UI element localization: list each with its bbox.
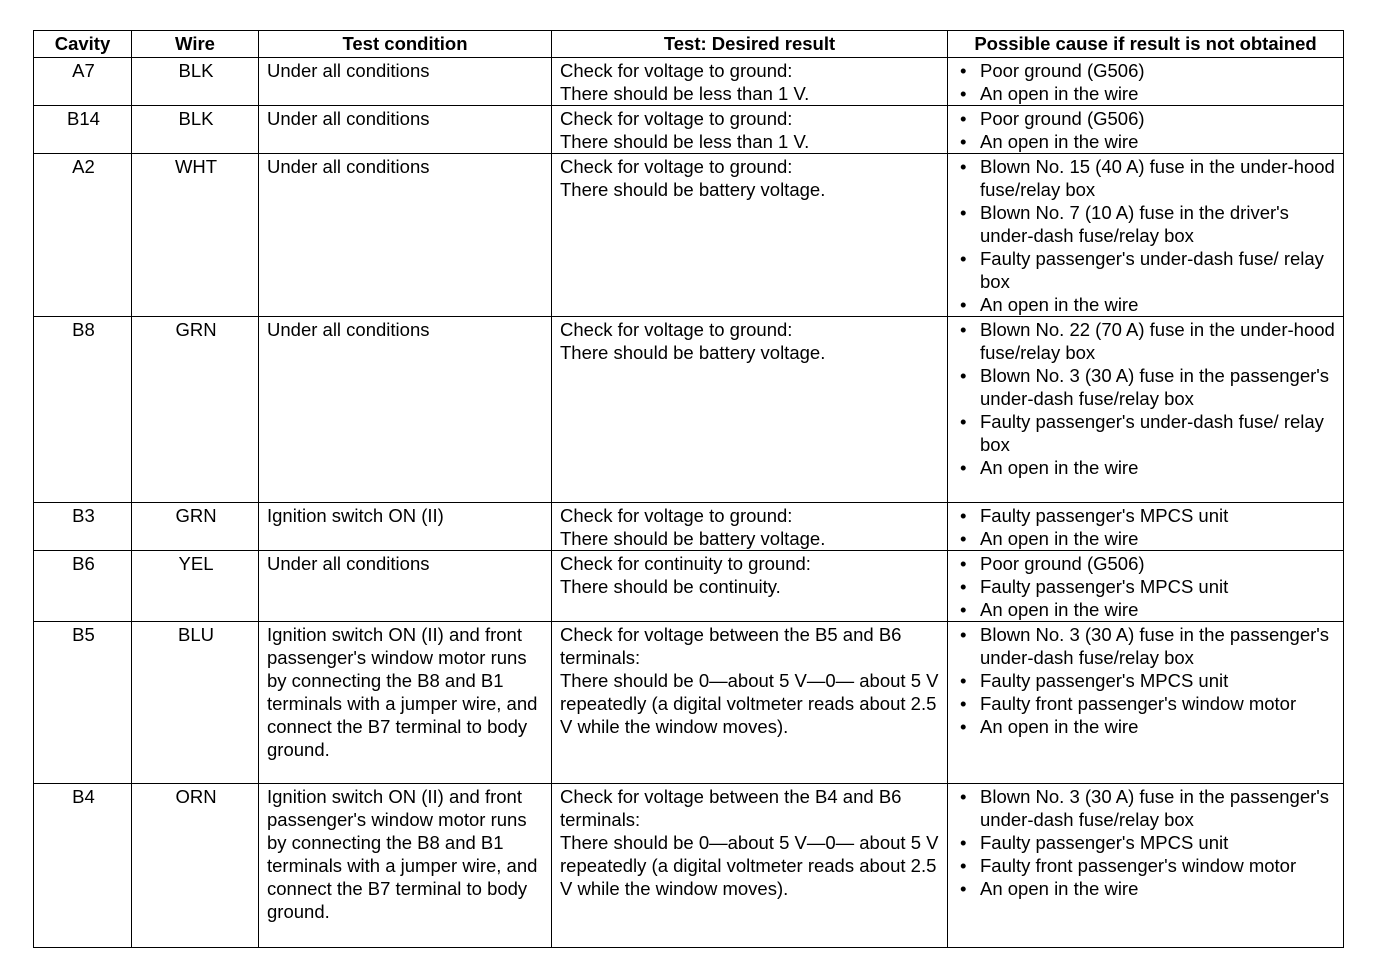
desired-result-cell [552, 58, 948, 106]
table-row [34, 622, 1344, 784]
cause-list [956, 504, 1337, 550]
desired-result-text: There should be battery voltage. [560, 528, 826, 549]
cavity-cell: B6 [34, 551, 132, 622]
desired-result-text: Check for voltage between the B5 and B6 terminals: [560, 624, 902, 668]
desired-result-text: Check for voltage to ground: [560, 319, 793, 340]
test-condition-cell [259, 784, 552, 948]
desired-result-text: Check for voltage to ground: [560, 108, 793, 129]
desired-result-text: Check for voltage to ground: [560, 505, 793, 526]
test-condition-text: Under all conditions [267, 319, 430, 340]
table-row [34, 154, 1344, 317]
cause-item: • Blown No. 3 (30 A) fuse in the passenger's under-dash fuse/relay box [980, 364, 1337, 410]
test-condition-text: Ignition switch ON (II) and front passenger's window motor runs by connecting the B8 and B1 terminals with a jumper wire, and connect the B7 terminal to body ground. [267, 786, 538, 922]
test-condition-text: Under all conditions [267, 156, 430, 177]
wire-color-cell: BLK [132, 106, 259, 154]
cause-list [956, 785, 1337, 900]
cavity-cell: A2 [34, 154, 132, 317]
cause-item: • Faulty passenger's MPCS unit [980, 575, 1337, 598]
cause-list [956, 155, 1337, 316]
possible-cause-cell [948, 784, 1344, 948]
cause-item: • Faulty passenger's under-dash fuse/ relay box [980, 410, 1337, 456]
cavity-cell: B5 [34, 622, 132, 784]
desired-result-text: There should be less than 1 V. [560, 83, 810, 104]
cavity-cell: B3 [34, 503, 132, 551]
troubleshooting-table [33, 30, 1344, 948]
cause-item: • Faulty passenger's MPCS unit [980, 669, 1337, 692]
test-condition-text: Under all conditions [267, 553, 430, 574]
cause-item: • Blown No. 22 (70 A) fuse in the under-hood fuse/relay box [980, 318, 1337, 364]
possible-cause-cell [948, 317, 1344, 503]
test-condition-text: Ignition switch ON (II) [267, 505, 444, 526]
desired-result-text: There should be less than 1 V. [560, 131, 810, 152]
cause-item: • An open in the wire [980, 293, 1337, 316]
cause-item: • Poor ground (G506) [980, 59, 1337, 82]
desired-result-cell [552, 784, 948, 948]
wire-color-cell: BLK [132, 58, 259, 106]
cause-item: • An open in the wire [980, 82, 1337, 105]
cause-list [956, 552, 1337, 621]
desired-result-text: Check for voltage to ground: [560, 60, 793, 81]
cause-list [956, 59, 1337, 105]
wire-color-cell: GRN [132, 317, 259, 503]
cause-item: • Faulty passenger's MPCS unit [980, 831, 1337, 854]
cause-list [956, 107, 1337, 153]
table-body [34, 58, 1344, 948]
cause-item: • Blown No. 3 (30 A) fuse in the passenger's under-dash fuse/relay box [980, 785, 1337, 831]
desired-result-text: There should be continuity. [560, 576, 781, 597]
test-condition-cell [259, 106, 552, 154]
header-desired-result: Test: Desired result [552, 31, 948, 58]
cavity-cell: B4 [34, 784, 132, 948]
test-condition-text: Ignition switch ON (II) and front passenger's window motor runs by connecting the B8 and B1 terminals with a jumper wire, and connect the B7 terminal to body ground. [267, 624, 538, 760]
desired-result-cell [552, 551, 948, 622]
possible-cause-cell [948, 503, 1344, 551]
cause-item: • An open in the wire [980, 877, 1337, 900]
test-condition-text: Under all conditions [267, 108, 430, 129]
desired-result-text: There should be battery voltage. [560, 342, 826, 363]
cause-item: • An open in the wire [980, 456, 1337, 479]
desired-result-text: Check for voltage between the B4 and B6 terminals: [560, 786, 902, 830]
desired-result-text: Check for continuity to ground: [560, 553, 811, 574]
wire-color-cell: GRN [132, 503, 259, 551]
cause-item: • Blown No. 15 (40 A) fuse in the under-hood fuse/relay box [980, 155, 1337, 201]
table-row [34, 551, 1344, 622]
cause-item: • Poor ground (G506) [980, 552, 1337, 575]
wire-color-cell: ORN [132, 784, 259, 948]
table-header-row [34, 31, 1344, 58]
cause-item: • Faulty front passenger's window motor [980, 854, 1337, 877]
test-condition-cell [259, 58, 552, 106]
possible-cause-cell [948, 154, 1344, 317]
desired-result-text: There should be 0—about 5 V—0— about 5 V repeatedly (a digital voltmeter reads about 2.5 V while the window moves). [560, 670, 939, 737]
cause-list [956, 318, 1337, 479]
test-condition-cell [259, 317, 552, 503]
cause-item: • Blown No. 7 (10 A) fuse in the driver's under-dash fuse/relay box [980, 201, 1337, 247]
desired-result-cell [552, 154, 948, 317]
header-wire: Wire [132, 31, 259, 58]
header-possible-cause: Possible cause if result is not obtained [948, 31, 1344, 58]
cause-item: • Blown No. 3 (30 A) fuse in the passenger's under-dash fuse/relay box [980, 623, 1337, 669]
cause-item: • An open in the wire [980, 527, 1337, 550]
wire-color-cell: BLU [132, 622, 259, 784]
possible-cause-cell [948, 622, 1344, 784]
possible-cause-cell [948, 58, 1344, 106]
cause-item: • Faulty passenger's under-dash fuse/ relay box [980, 247, 1337, 293]
test-condition-cell [259, 551, 552, 622]
desired-result-cell [552, 622, 948, 784]
wire-color-cell: YEL [132, 551, 259, 622]
cause-item: • Faulty front passenger's window motor [980, 692, 1337, 715]
header-cavity: Cavity [34, 31, 132, 58]
possible-cause-cell [948, 106, 1344, 154]
table-row [34, 58, 1344, 106]
table-row [34, 784, 1344, 948]
desired-result-cell [552, 106, 948, 154]
desired-result-cell [552, 503, 948, 551]
cavity-cell: B14 [34, 106, 132, 154]
table-row [34, 503, 1344, 551]
test-condition-cell [259, 503, 552, 551]
cause-list [956, 623, 1337, 738]
cause-item: • An open in the wire [980, 598, 1337, 621]
wire-color-cell: WHT [132, 154, 259, 317]
cause-item: • An open in the wire [980, 715, 1337, 738]
test-condition-text: Under all conditions [267, 60, 430, 81]
table-row [34, 317, 1344, 503]
cause-item: • Faulty passenger's MPCS unit [980, 504, 1337, 527]
test-condition-cell [259, 154, 552, 317]
desired-result-cell [552, 317, 948, 503]
cause-item: • Poor ground (G506) [980, 107, 1337, 130]
table-row [34, 106, 1344, 154]
desired-result-text: Check for voltage to ground: [560, 156, 793, 177]
possible-cause-cell [948, 551, 1344, 622]
cavity-cell: B8 [34, 317, 132, 503]
cavity-cell: A7 [34, 58, 132, 106]
cause-item: • An open in the wire [980, 130, 1337, 153]
desired-result-text: There should be 0—about 5 V—0— about 5 V repeatedly (a digital voltmeter reads about 2.5 V while the window moves). [560, 832, 939, 899]
test-condition-cell [259, 622, 552, 784]
desired-result-text: There should be battery voltage. [560, 179, 826, 200]
header-test-condition: Test condition [259, 31, 552, 58]
